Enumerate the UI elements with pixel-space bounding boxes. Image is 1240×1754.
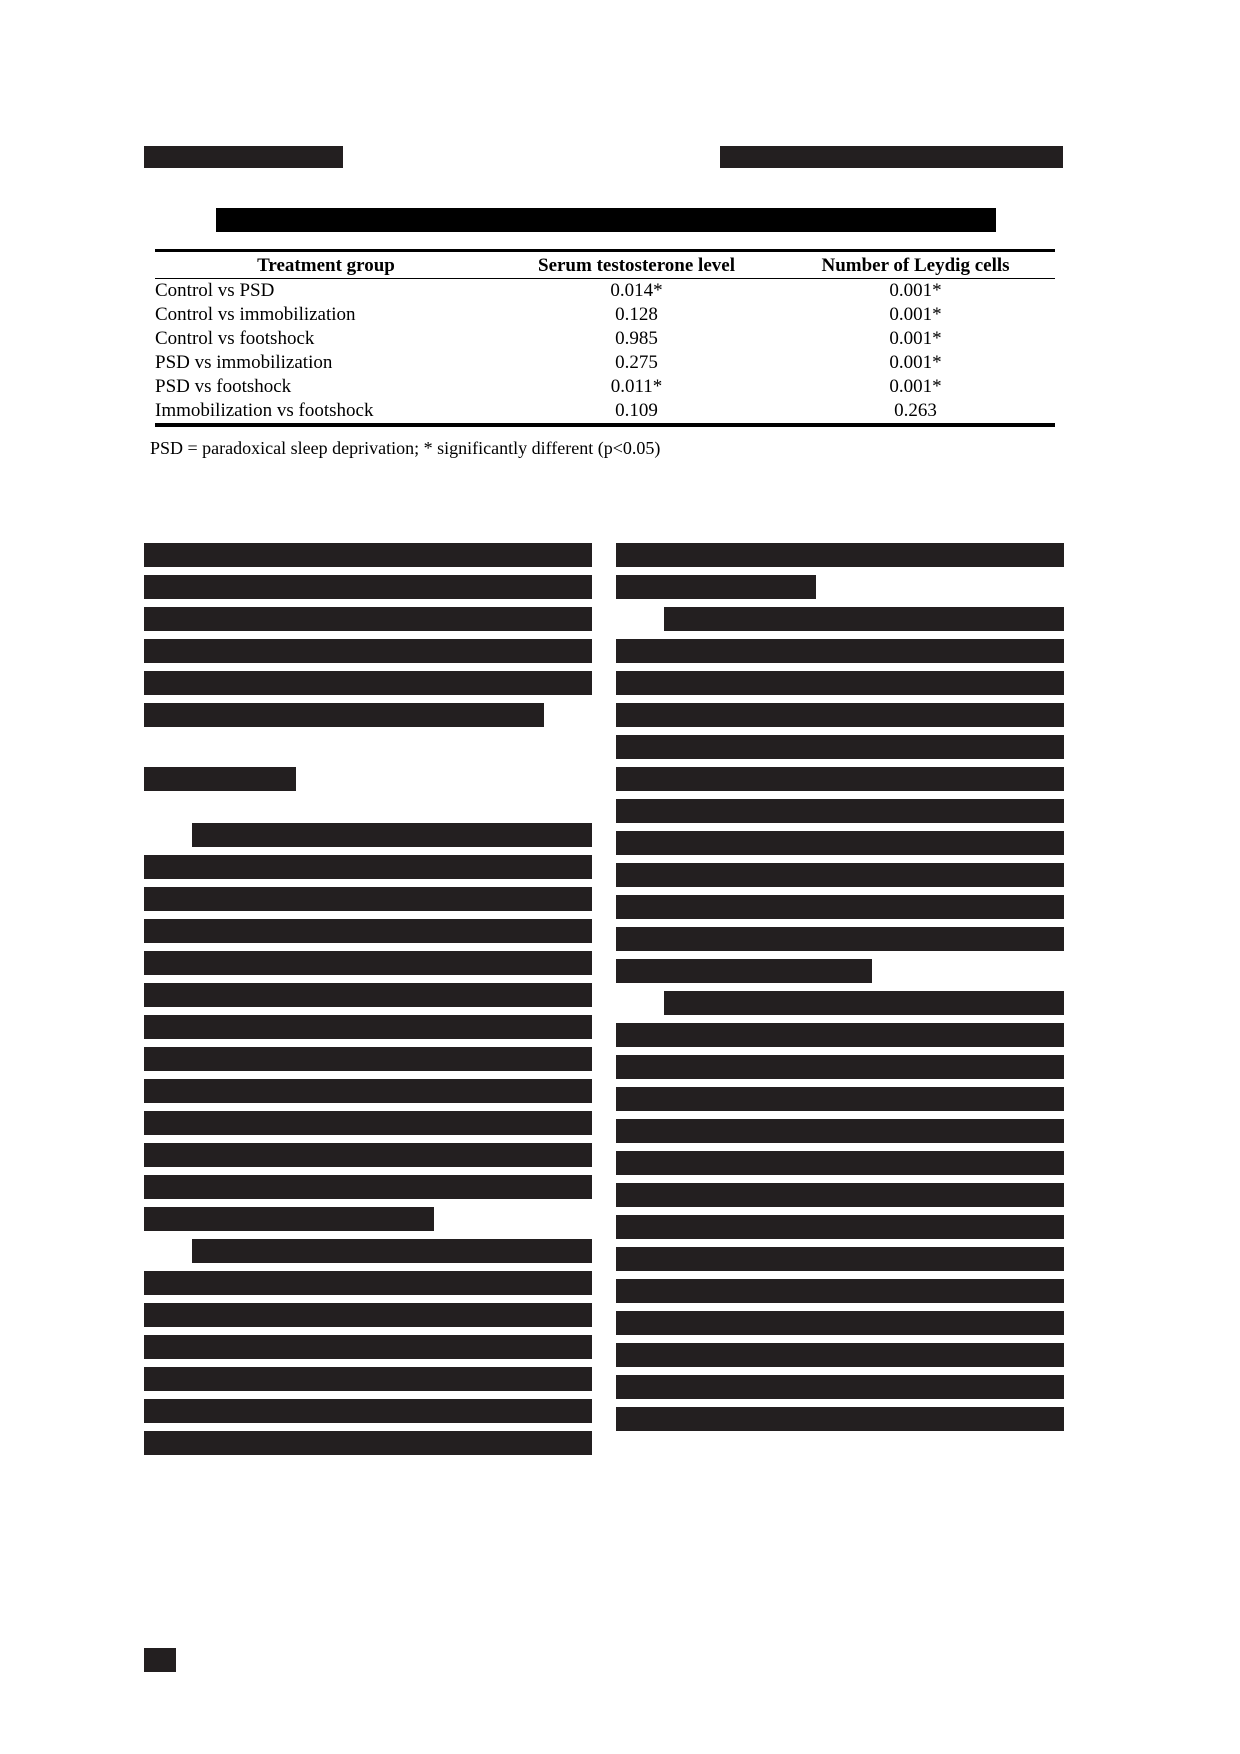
redacted-text-line <box>144 1111 592 1135</box>
redacted-text-line <box>144 1431 592 1455</box>
leydig-p-value: 0.263 <box>776 399 1055 425</box>
redacted-text-line <box>616 671 1064 695</box>
redacted-text-line <box>144 951 592 975</box>
redacted-text-line <box>144 983 592 1007</box>
treatment-group-cell: Immobilization vs footshock <box>155 399 497 425</box>
column-header-treatment-group: Treatment group <box>155 251 497 279</box>
redacted-text-line <box>616 1279 1064 1303</box>
redacted-text-line <box>616 863 1064 887</box>
redacted-text-line <box>616 1119 1064 1143</box>
right-text-column <box>616 543 1064 1439</box>
table-title-redacted <box>216 208 996 232</box>
redacted-text-line <box>616 831 1064 855</box>
redacted-text-line <box>616 1247 1064 1271</box>
table-footnote: PSD = paradoxical sleep deprivation; * significantly different (p<0.05) <box>150 438 661 458</box>
redacted-text-line <box>616 1023 1064 1047</box>
redacted-text-line <box>144 1367 592 1391</box>
treatment-group-cell: Control vs immobilization <box>155 304 356 325</box>
redacted-text-line <box>144 1047 592 1071</box>
treatment-group-cell: PSD vs immobilization <box>155 352 333 373</box>
redacted-text-line <box>616 1311 1064 1335</box>
results-table <box>155 249 1055 427</box>
testosterone-p-value: 0.128 <box>615 304 658 325</box>
redacted-text-line <box>144 639 592 663</box>
redacted-text-line <box>616 1151 1064 1175</box>
redacted-text-line <box>616 1055 1064 1079</box>
table-row <box>155 399 1055 425</box>
column-header-serum-testosterone: Serum testosterone level <box>497 251 776 279</box>
redacted-text-line <box>664 991 1064 1015</box>
redacted-text-line <box>144 919 592 943</box>
table-row <box>155 327 1055 351</box>
redacted-text-line <box>616 1087 1064 1111</box>
table-row <box>155 375 1055 399</box>
page-number-redacted <box>144 1648 176 1672</box>
table-row <box>155 351 1055 375</box>
redacted-text-line <box>144 1335 592 1359</box>
treatment-group-cell: PSD vs footshock <box>155 376 292 397</box>
leydig-p-value: 0.001* <box>889 304 942 325</box>
redacted-text-line <box>616 575 816 599</box>
redacted-text-line <box>616 735 1064 759</box>
redacted-text-line <box>144 1399 592 1423</box>
redacted-text-line <box>616 1407 1064 1431</box>
testosterone-p-value: 0.014* <box>610 280 663 301</box>
redacted-text-line <box>144 671 592 695</box>
redacted-text-line <box>616 639 1064 663</box>
testosterone-p-value: 0.275 <box>615 352 658 373</box>
redacted-text-line <box>616 543 1064 567</box>
redacted-text-line <box>144 1015 592 1039</box>
running-header-right-redacted <box>720 146 1063 168</box>
redacted-text-line <box>144 1143 592 1167</box>
redacted-text-line <box>664 607 1064 631</box>
redacted-text-line <box>616 767 1064 791</box>
testosterone-p-value: 0.985 <box>615 328 658 349</box>
redacted-text-line <box>616 959 872 983</box>
redacted-text-line <box>616 1215 1064 1239</box>
table-header-row <box>155 251 1055 279</box>
leydig-p-value: 0.001* <box>889 328 942 349</box>
redacted-text-line <box>144 1303 592 1327</box>
running-header-left-redacted <box>144 146 343 168</box>
table-row <box>155 279 1055 304</box>
leydig-p-value: 0.001* <box>889 376 942 397</box>
redacted-text-line <box>144 543 592 567</box>
redacted-text-line <box>144 887 592 911</box>
leydig-p-value: 0.001* <box>889 280 942 301</box>
redacted-text-line <box>144 1207 434 1231</box>
redacted-text-line <box>616 1375 1064 1399</box>
testosterone-p-value: 0.011* <box>610 376 663 397</box>
redacted-text-line <box>144 1271 592 1295</box>
redacted-text-line <box>144 1175 592 1199</box>
left-text-column <box>144 543 592 1463</box>
redacted-text-line <box>144 575 592 599</box>
redacted-text-line <box>616 703 1064 727</box>
treatment-group-cell: Control vs PSD <box>155 280 275 301</box>
redacted-text-line <box>616 895 1064 919</box>
testosterone-p-value: 0.109 <box>497 399 776 425</box>
leydig-p-value: 0.001* <box>889 352 942 373</box>
table-row <box>155 303 1055 327</box>
redacted-text-line <box>144 1079 592 1103</box>
redacted-text-line <box>616 799 1064 823</box>
redacted-text-line <box>192 823 592 847</box>
redacted-text-line <box>144 703 544 727</box>
redacted-text-line <box>144 607 592 631</box>
treatment-group-cell: Control vs footshock <box>155 328 315 349</box>
redacted-text-line <box>144 855 592 879</box>
redacted-text-line <box>616 927 1064 951</box>
redacted-text-line <box>192 1239 592 1263</box>
column-header-leydig-cells: Number of Leydig cells <box>776 251 1055 279</box>
redacted-text-line <box>616 1343 1064 1367</box>
section-heading-redacted <box>144 767 296 791</box>
redacted-text-line <box>616 1183 1064 1207</box>
